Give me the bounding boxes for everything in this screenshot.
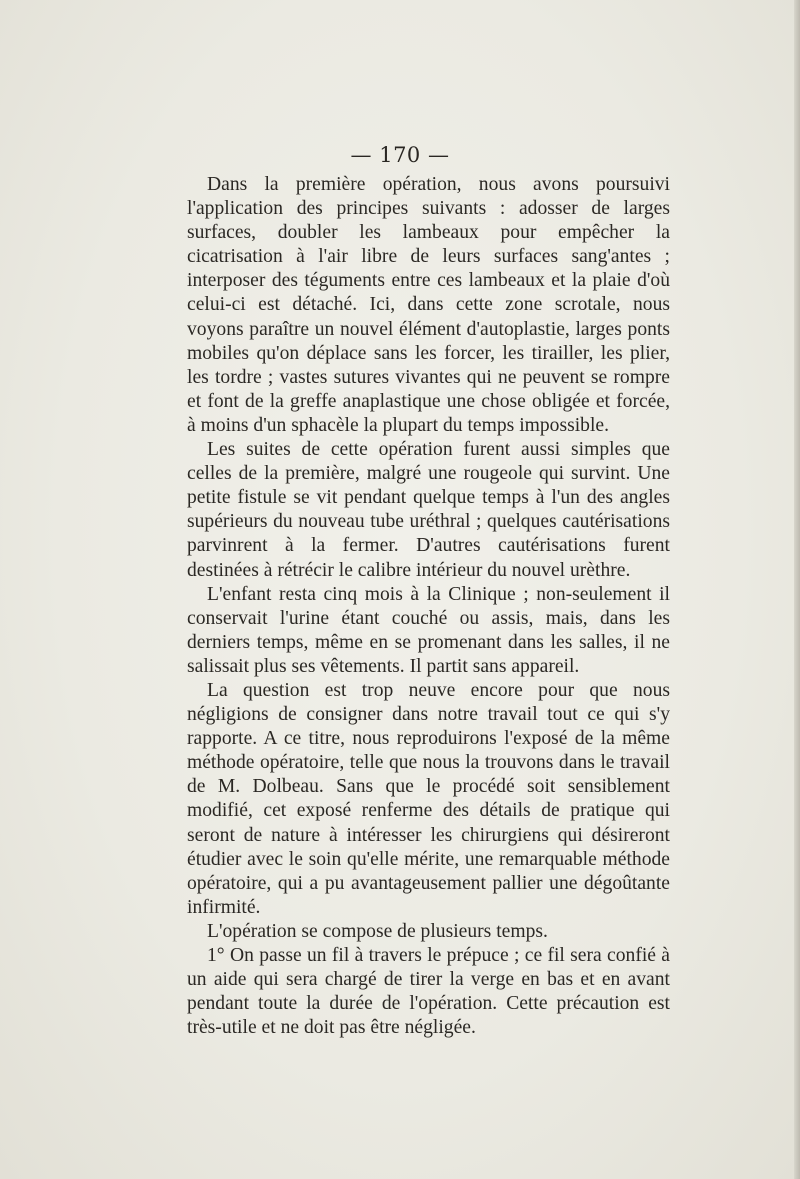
paragraph-3: L'enfant resta cinq mois à la Clinique ; non-seulement il conservait l'urine étant couché ou assis, mais, dans les derniers temps, même en se promenant dans les salles, il ne salissait plus ses vêtements. Il partit sans appareil. (187, 583, 670, 677)
page-edge-shadow (794, 0, 800, 1179)
paragraph-5: L'opération se compose de plusieurs temps. (207, 920, 548, 942)
paragraph-1: Dans la première opération, nous avons poursuivi l'application des principes suivants : adosser de larges surfaces, doubler les lambeaux pour empêcher la cicatrisation à l'air libre de leurs surfaces sang'antes ; interposer des téguments entre ces lambeaux et la plaie d'où celui-ci est détaché. Ici, dans cette zone scrotale, nous voyons paraître un nouvel élément d'autoplastie, larges ponts mobiles qu'on déplace sans les forcer, les tirailler, les plier, les tordre ; vastes sutures vivantes qui ne peuvent se rompre et font de la greffe anaplastique une chose obligée et forcée, à moins d'un sphacèle la plupart du temps impossible. (187, 174, 670, 436)
paragraph-6: 1° On passe un fil à travers le prépuce ; ce fil sera confié à un aide qui sera chargé de tirer la verge en bas et en avant pendant toute la durée de l'opération. Cette précaution est très-utile et ne doit pas être négligée. (187, 945, 670, 1039)
body-text (187, 173, 670, 1040)
page-number: — 170 — (350, 143, 450, 167)
paragraph-4: La question est trop neuve encore pour que nous négligions de consigner dans notre travail tout ce qui s'y rapporte. A ce titre, nous reproduirons l'exposé de la même méthode opératoire, telle que nous la trouvons dans le travail de M. Dolbeau. Sans que le procédé soit sensiblement modifié, cet exposé renferme des détails de pratique qui seront de nature à intéresser les chirurgiens qui désireront étudier avec le soin qu'elle mérite, une remarquable méthode opératoire, qui a pu avantageusement pallier une dégoûtante infirmité. (187, 679, 670, 918)
paragraph-2: Les suites de cette opération furent aussi simples que celles de la première, malgré une rougeole qui survint. Une petite fistule se vit pendant quelque temps à l'un des angles supérieurs du nouveau tube uréthral ; quelques cautérisations parvinrent à la fermer. D'autres cautérisations furent destinées à rétrécir le calibre intérieur du nouvel urèthre. (187, 439, 670, 581)
